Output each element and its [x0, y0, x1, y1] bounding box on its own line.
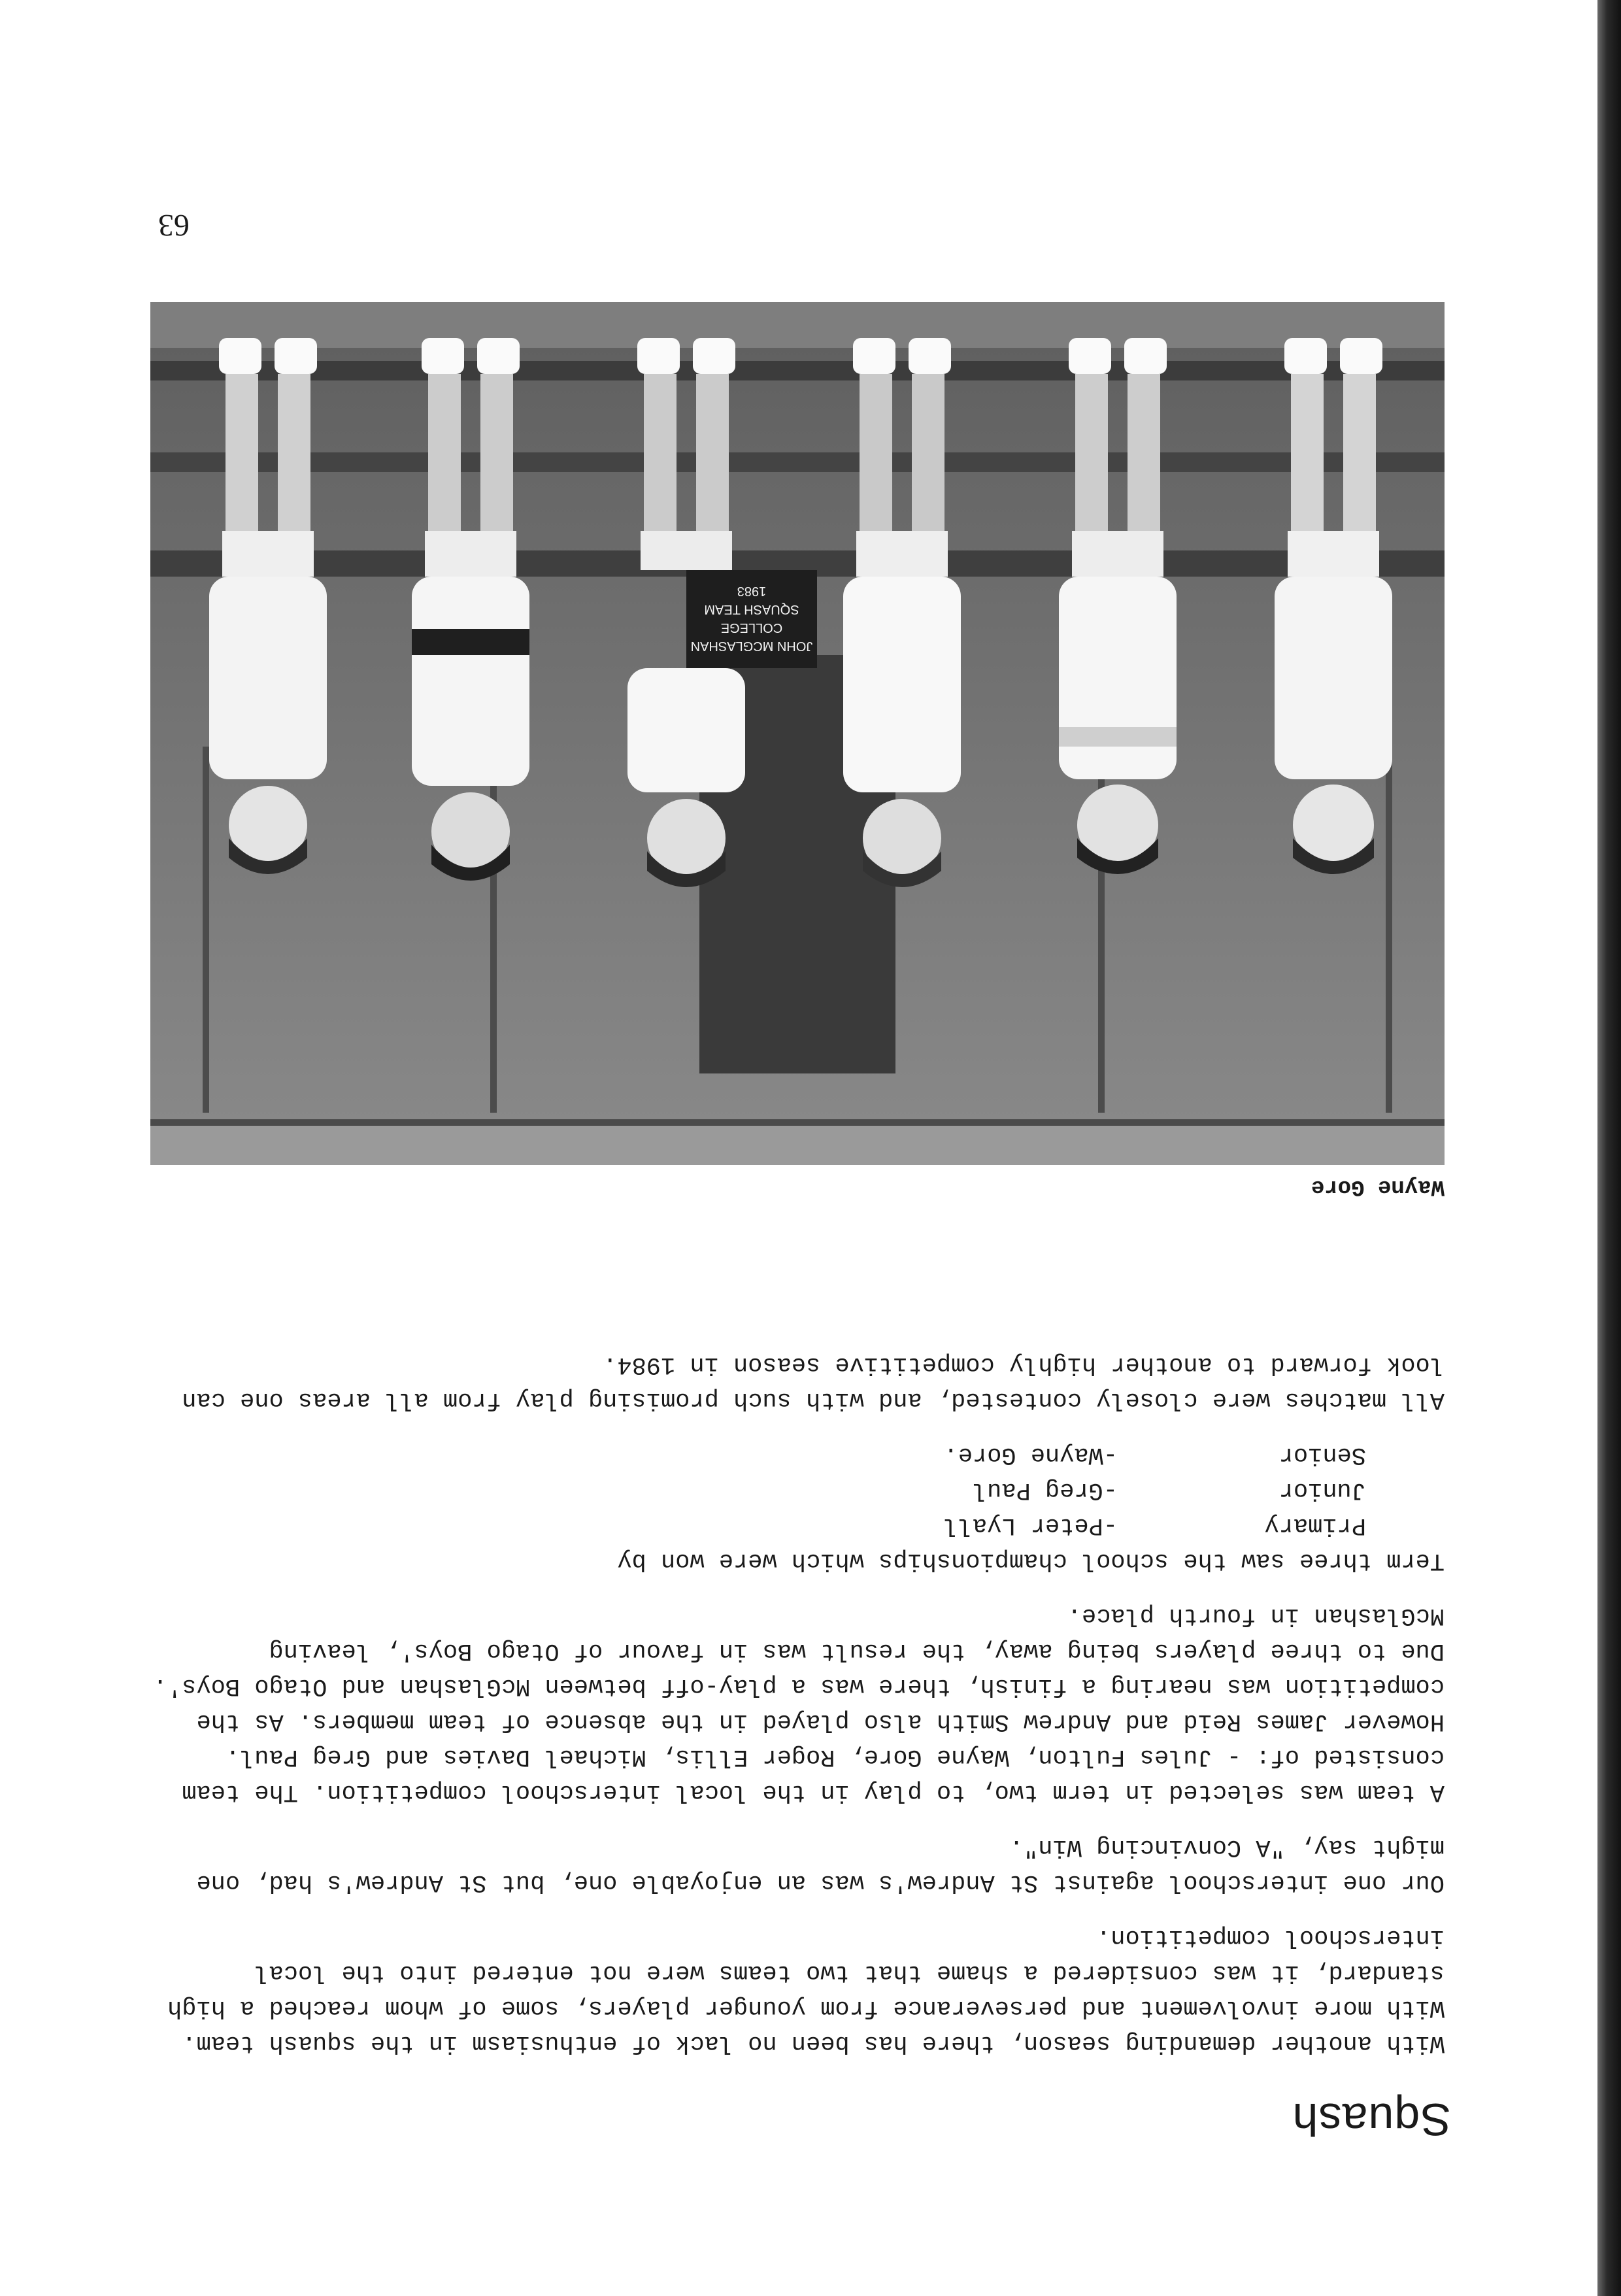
paragraph-closing: All matches were closely contested, and with such promising play from all areas one can look forward to another highly competitive season in 1984.	[182, 1351, 1445, 1413]
champion-winner: -Wayne Gore.	[943, 1441, 1118, 1468]
team-sign-line: 1983	[737, 584, 767, 598]
team-sign-line: SQUASH TEAM	[704, 602, 799, 616]
champion-level: Junior	[1278, 1476, 1366, 1504]
photo-credit: Wayne Gore	[1311, 1174, 1445, 1199]
champion-level: Senior	[1278, 1441, 1366, 1468]
champion-winner: -Greg Paul	[972, 1476, 1118, 1504]
champion-level: Primary	[1264, 1511, 1366, 1539]
team-sign-line: JOHN MCGLASHAN	[690, 639, 813, 653]
team-sign-line: COLLEGE	[720, 620, 783, 635]
team-photo	[150, 302, 1445, 1165]
champions-table	[944, 1437, 1445, 1543]
champion-row	[944, 1437, 1445, 1472]
paragraph-championships: Term three saw the school championships which were won by	[617, 1547, 1445, 1574]
paragraph-team: A team was selected in term two, to play in the local interschool competition. The team consisted of: - Jules Fulton, Wayne Gore, Roger Ellis, Michael Davies and Greg Paul. However James Reid and Andrew Smith also played in the absence of team members. As the competition was nearing a finish, there was a play-off between McGlashan and Otago Boys'. Due to three players being away, the result was in favour of Otago Boys', leaving McGlashan in fourth place.	[152, 1602, 1445, 1806]
paragraph-st-andrews: Our one interschool against St Andrew's was an enjoyable one, but St Andrew's had, one might say, "A Convincing Win".	[196, 1833, 1445, 1896]
champion-row	[944, 1472, 1445, 1508]
champion-row	[944, 1508, 1445, 1543]
article-body	[150, 1327, 1445, 2061]
paragraph-intro: With another demanding season, there has been no lack of enthusiasm in the squash team. With more involvement and perseverance from younger players, some of whom reached a high standard, it was considered a shame that two teams were not entered into the local interschool competition.	[167, 1923, 1445, 2057]
team-sign	[686, 570, 817, 668]
page-number: 63	[158, 208, 190, 243]
floor	[150, 302, 1445, 348]
page-title: Squash	[1292, 2094, 1451, 2145]
champion-winner: -Peter Lyall	[943, 1511, 1118, 1539]
